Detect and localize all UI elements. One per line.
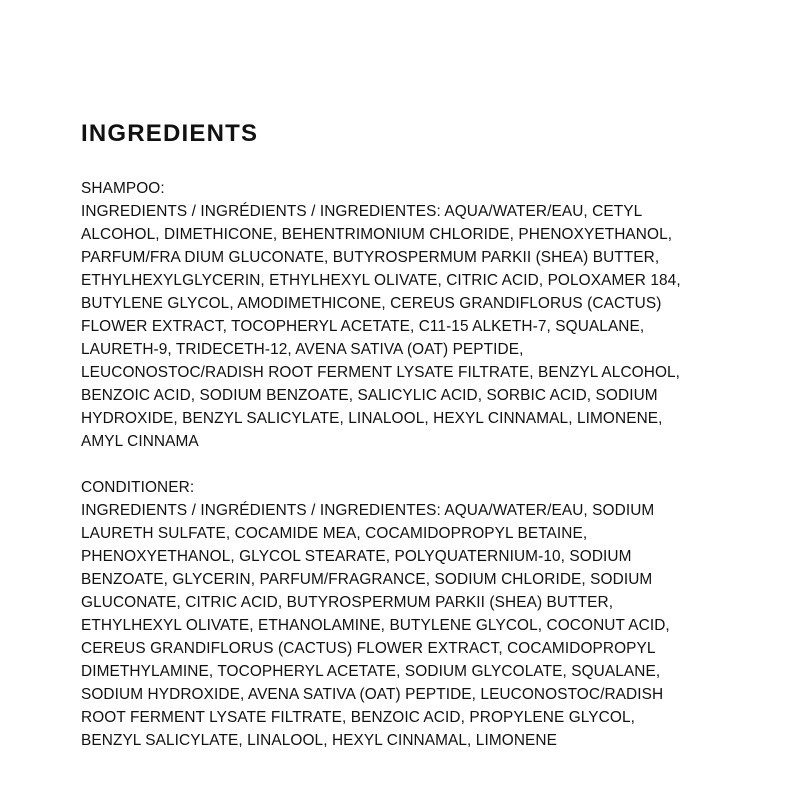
ingredient-line: CEREUS GRANDIFLORUS (CACTUS) FLOWER EXTRACT, COCAMIDOPROPYL — [81, 640, 656, 657]
shampoo-ingredient-list — [81, 200, 731, 453]
ingredient-line: LAURETH-9, TRIDECETH-12, AVENA SATIVA (OAT) PEPTIDE, — [81, 341, 524, 358]
ingredient-line: ETHYLHEXYLGLYCERIN, ETHYLHEXYL OLIVATE, CITRIC ACID, POLOXAMER 184, — [81, 272, 681, 289]
ingredient-line: BENZOIC ACID, SODIUM BENZOATE, SALICYLIC ACID, SORBIC ACID, SODIUM — [81, 387, 658, 404]
ingredient-line: BENZOATE, GLYCERIN, PARFUM/FRAGRANCE, SODIUM CHLORIDE, SODIUM — [81, 571, 653, 588]
ingredient-line: PARFUM/FRA DIUM GLUCONATE, BUTYROSPERMUM PARKII (SHEA) BUTTER, — [81, 249, 660, 266]
shampoo-section — [81, 177, 731, 453]
ingredient-line: BENZYL SALICYLATE, LINALOOL, HEXYL CINNAMAL, LIMONENE — [81, 732, 557, 749]
conditioner-ingredient-list — [81, 499, 731, 752]
ingredient-line: AMYL CINNAMA — [81, 433, 199, 450]
ingredient-line: INGREDIENTS / INGRÉDIENTS / INGREDIENTES: AQUA/WATER/EAU, CETYL — [81, 203, 643, 220]
ingredient-line: INGREDIENTS / INGRÉDIENTS / INGREDIENTES: AQUA/WATER/EAU, SODIUM — [81, 502, 655, 519]
ingredient-line: HYDROXIDE, BENZYL SALICYLATE, LINALOOL, HEXYL CINNAMAL, LIMONENE, — [81, 410, 663, 427]
conditioner-section — [81, 476, 731, 752]
ingredient-line: ALCOHOL, DIMETHICONE, BEHENTRIMONIUM CHLORIDE, PHENOXYETHANOL, — [81, 226, 673, 243]
ingredient-sections — [81, 177, 731, 752]
ingredient-line: DIMETHYLAMINE, TOCOPHERYL ACETATE, SODIUM GLYCOLATE, SQUALANE, — [81, 663, 661, 680]
page-title: INGREDIENTS — [81, 120, 259, 147]
section-heading-shampoo: SHAMPOO: — [81, 180, 165, 197]
ingredient-line: PHENOXYETHANOL, GLYCOL STEARATE, POLYQUATERNIUM-10, SODIUM — [81, 548, 632, 565]
ingredient-line: ROOT FERMENT LYSATE FILTRATE, BENZOIC ACID, PROPYLENE GLYCOL, — [81, 709, 635, 726]
ingredients-document — [81, 118, 731, 752]
ingredient-line: SODIUM HYDROXIDE, AVENA SATIVA (OAT) PEPTIDE, LEUCONOSTOC/RADISH — [81, 686, 664, 703]
ingredient-line: BUTYLENE GLYCOL, AMODIMETHICONE, CEREUS GRANDIFLORUS (CACTUS) — [81, 295, 662, 312]
ingredient-line: FLOWER EXTRACT, TOCOPHERYL ACETATE, C11-15 ALKETH-7, SQUALANE, — [81, 318, 645, 335]
ingredient-line: LEUCONOSTOC/RADISH ROOT FERMENT LYSATE FILTRATE, BENZYL ALCOHOL, — [81, 364, 681, 381]
section-heading-conditioner: CONDITIONER: — [81, 479, 195, 496]
ingredient-line: GLUCONATE, CITRIC ACID, BUTYROSPERMUM PARKII (SHEA) BUTTER, — [81, 594, 614, 611]
ingredient-line: ETHYLHEXYL OLIVATE, ETHANOLAMINE, BUTYLENE GLYCOL, COCONUT ACID, — [81, 617, 670, 634]
ingredient-line: LAURETH SULFATE, COCAMIDE MEA, COCAMIDOPROPYL BETAINE, — [81, 525, 588, 542]
